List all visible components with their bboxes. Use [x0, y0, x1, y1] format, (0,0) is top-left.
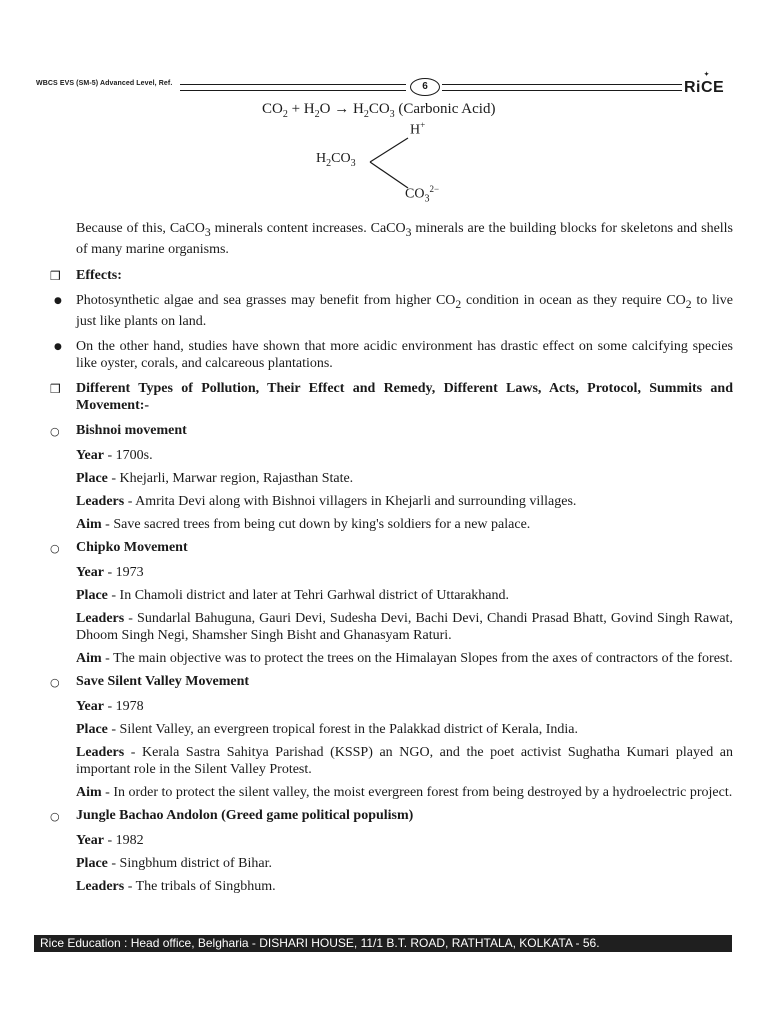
- page-footer: Rice Education : Head office, Belgharia - DISHARI HOUSE, 11/1 B.T. ROAD, RATHTALA, KOLKATA - 56.: [34, 935, 732, 952]
- movement-place: Place - Silent Valley, an evergreen tropical forest in the Palakkad district of Kerala, India.: [76, 721, 579, 737]
- circle-bullet-icon: ○: [50, 675, 60, 689]
- checkbox-square-icon: ❒: [50, 268, 61, 283]
- page-number: 6: [410, 78, 440, 96]
- movement-title: ○ Save Silent Valley Movement: [50, 673, 250, 689]
- logo-star-icon: ✦: [704, 72, 710, 78]
- document-body: [36, 220, 733, 901]
- movement-aim: Aim - Save sacred trees from being cut down by king's soldiers for a new palace.: [76, 516, 531, 532]
- proton-label: H+: [410, 120, 426, 138]
- circle-bullet-icon: ○: [50, 541, 60, 555]
- movement-year: Year - 1982: [76, 832, 144, 848]
- movement-aim: Aim - In order to protect the silent valley, the moist evergreen forest from being destroyed by a hydroelectric project.: [76, 784, 733, 800]
- movement-leaders: Leaders - Sundarlal Bahuguna, Gauri Devi, Sudesha Devi, Bachi Devi, Chandi Prasad Bhatt, Govind Singh Rawat, Dhoom Singh Negi, Shamsher Singh Bisht and Ghanasyam Raturi.: [76, 610, 733, 643]
- movement-title: ○ Jungle Bachao Andolon (Greed game political populism): [50, 807, 414, 823]
- carbonic-acid-label: $H_2CO_3$: [316, 151, 356, 169]
- dissociation-line-lower: [370, 162, 408, 188]
- movement-place: Place - Khejarli, Marwar region, Rajasthan State.: [76, 470, 354, 486]
- bullet-icon: ●: [54, 295, 62, 306]
- page-header: [36, 72, 732, 96]
- header-rule-right: [442, 84, 682, 91]
- header-rule-left: [180, 84, 406, 91]
- checkbox-square-icon: ❒: [50, 381, 61, 396]
- header-reference: WBCS EVS (SM-5) Advanced Level, Ref.: [36, 80, 173, 87]
- rice-logo: ✦ RiCE: [684, 72, 725, 96]
- effects-bullet-2: ● On the other hand, studies have shown that more acidic environment has drastic effect on some calcifying species like oyster, corals, and calcareous plantations.: [54, 338, 733, 371]
- carbonate-label: $CO_3^{2-}$: [405, 184, 440, 205]
- movement-place: Place - In Chamoli district and later at Tehri Garhwal district of Uttarakhand.: [76, 587, 510, 603]
- intro-paragraph: Because of this, CaCO$_3$ minerals content increases. CaCO$_3$ minerals are the building blocks for skeletons and shells of many marine organisms.: [76, 221, 734, 257]
- carbonic-acid-equation: $CO_2 + H_2O \to H_2CO_3$ (Carbonic Acid): [262, 101, 496, 120]
- movement-aim: Aim - The main objective was to protect the trees on the Himalayan Slopes from the axes of contractors of the forest.: [76, 650, 733, 666]
- movement-leaders: Leaders - Amrita Devi along with Bishnoi villagers in Khejarli and surrounding villages.: [76, 493, 577, 509]
- bullet-icon: ●: [54, 341, 62, 352]
- circle-bullet-icon: ○: [50, 809, 60, 823]
- section-heading: ❒ Different Types of Pollution, Their Effect and Remedy, Different Laws, Acts, Protocol, Summits and Movement:-: [50, 380, 733, 413]
- movement-title: ○ Chipko Movement: [50, 539, 188, 555]
- dissociation-line-upper: [370, 138, 408, 162]
- effects-heading: ❒ Effects:: [50, 267, 122, 283]
- effects-bullet-1: ● Photosynthetic algae and sea grasses may benefit from higher $CO_2$ condition in ocean as they require $CO_2$ to live just like plants on land.: [54, 292, 733, 329]
- movement-year: Year - 1700s.: [76, 447, 153, 463]
- movement-year: Year - 1978: [76, 698, 144, 714]
- movement-leaders: Leaders - Kerala Sastra Sahitya Parishad (KSSP) an NGO, and the poet activist Sughatha Kumari played an important role in the Silent Valley Protest.: [76, 744, 733, 777]
- dissociation-lines: [362, 134, 412, 190]
- movement-year: Year - 1973: [76, 564, 144, 580]
- circle-bullet-icon: ○: [50, 424, 60, 438]
- movement-title: ○ Bishnoi movement: [50, 422, 187, 438]
- movement-place: Place - Singbhum district of Bihar.: [76, 855, 272, 871]
- movement-leaders: Leaders - The tribals of Singbhum.: [76, 878, 276, 894]
